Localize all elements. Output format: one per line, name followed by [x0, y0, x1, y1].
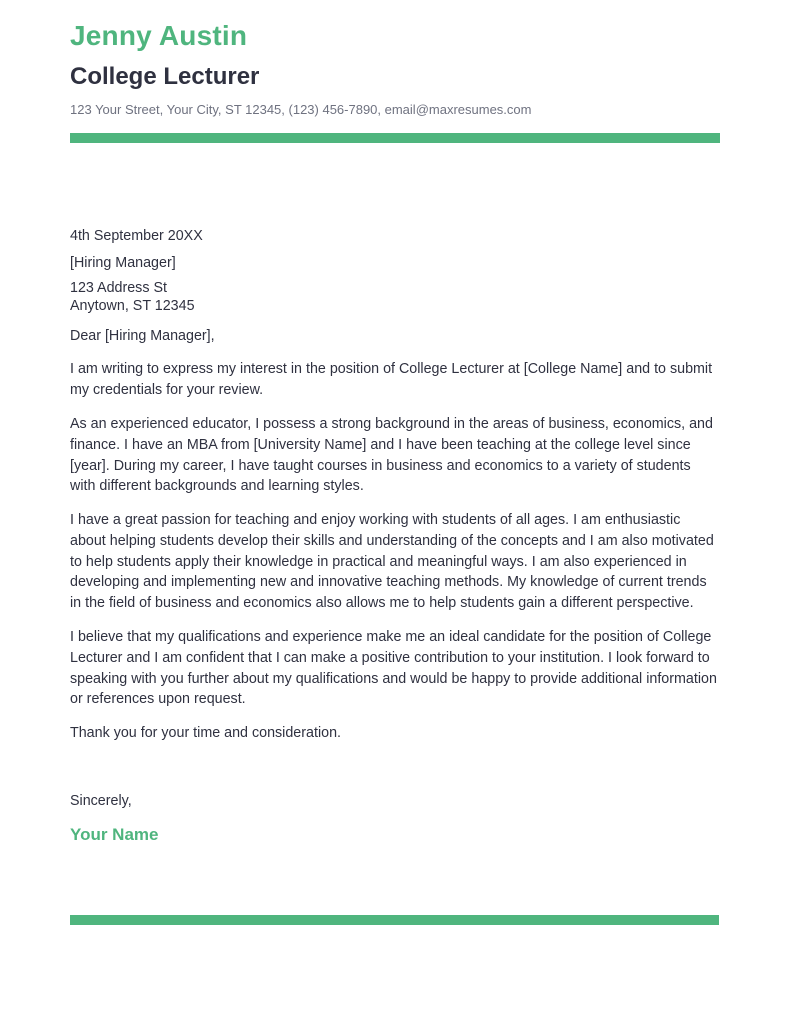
salutation: Dear [Hiring Manager],: [70, 328, 215, 344]
thanks-line: Thank you for your time and consideration.: [70, 725, 341, 741]
letter-paragraph: I am writing to express my interest in the position of College Lecturer at [College Name] and to submit my credentials for your review.: [70, 361, 713, 398]
recipient-address-line2: Anytown, ST 12345: [70, 298, 195, 314]
header-divider: [70, 133, 720, 143]
closing: Sincerely,: [70, 793, 132, 809]
applicant-name: Jenny Austin: [70, 20, 248, 51]
signature-name: Your Name: [70, 825, 159, 844]
letter-date: 4th September 20XX: [70, 228, 203, 244]
recipient-name: [Hiring Manager]: [70, 255, 176, 271]
letter-paragraph: As an experienced educator, I possess a strong background in the areas of business, economics, and finance. I have an MBA from [University Name] and I have been teaching at the college level since [year]. During my career, I have taught courses in business and economics to a variety of students with different backgrounds and learning styles.: [70, 416, 713, 495]
job-title: College Lecturer: [70, 63, 260, 90]
footer-divider: [70, 915, 719, 925]
recipient-address-line1: 123 Address St: [70, 280, 167, 296]
contact-info: 123 Your Street, Your City, ST 12345, (123) 456-7890, email@maxresumes.com: [70, 102, 532, 117]
letter-paragraph: I have a great passion for teaching and enjoy working with students of all ages. I am enthusiastic about helping students develop their skills and understanding of the concepts and I am also motivated to help students apply their knowledge in practical and meaningful ways. I am also experienced in developing and implementing new and innovative teaching methods. My knowledge of current trends in the field of business and economics also allows me to help students gain a different perspective.: [70, 512, 714, 612]
letter-paragraph: I believe that my qualifications and experience make me an ideal candidate for the position of College Lecturer and I am confident that I can make a positive contribution to your institution. I look forward to speaking with you further about my qualifications and would be happy to provide additional information or references upon request.: [70, 629, 717, 708]
